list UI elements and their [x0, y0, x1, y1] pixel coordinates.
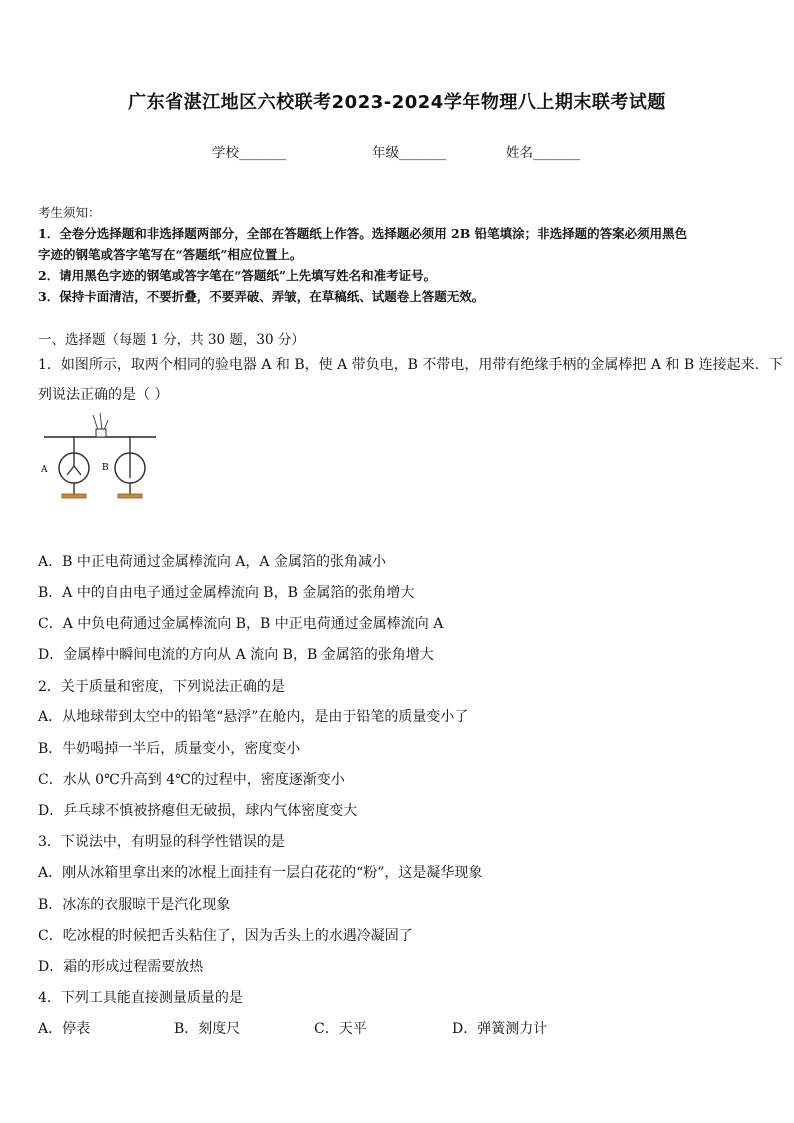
q3-option-d: D．霜的形成过程需要放热	[38, 959, 204, 975]
q1-stem: 1．如图所示，取两个相同的验电器 A 和 B，使 A 带负电，B 不带电，用带有绝缘手柄的金属棒把 A 和 B 连接起来．下	[38, 357, 783, 373]
q1-stem-cont: 列说法正确的是（ ）	[38, 387, 169, 403]
q2-option-a: A．从地球带到太空中的铅笔“悬浮”在舱内，是由于铅笔的质量变小了	[38, 709, 469, 725]
notice-heading: 考生须知：	[38, 205, 101, 220]
page-title: 广东省湛江地区六校联考2023-2024学年物理八上期末联考试题	[128, 92, 666, 113]
q1-option-d: D．金属棒中瞬间电流的方向从 A 流向 B，B 金属箔的张角增大	[38, 647, 434, 663]
q4-option-d: D．弹簧测力计	[452, 1021, 548, 1037]
q4-option-b: B．刻度尺	[174, 1021, 241, 1037]
q3-option-b: B．冰冻的衣服晾干是汽化现象	[38, 897, 231, 913]
q3-option-c: C．吃冰棍的时候把舌头粘住了，因为舌头上的水遇冷凝固了	[38, 928, 413, 944]
q2-option-b: B．牛奶喝掉一半后，质量变小，密度变小	[38, 741, 301, 757]
q4-stem: 4．下列工具能直接测量质量的是	[38, 990, 243, 1006]
figure-label-a: A	[41, 465, 48, 475]
notice-item-1-cont: 字迹的钢笔或答字笔写在“答题纸”相应位置上。	[38, 247, 303, 262]
q3-option-a: A．刚从冰箱里拿出来的冰棍上面挂有一层白花花的“粉”，这是凝华现象	[38, 865, 483, 881]
section-heading: 一、选择题（每题 1 分，共 30 题，30 分）	[38, 332, 305, 348]
q3-stem: 3．下说法中，有明显的科学性错误的是	[38, 834, 285, 850]
electroscope-figure	[38, 408, 160, 506]
q2-option-d: D．乒乓球不慎被挤瘪但无破损，球内气体密度变大	[38, 803, 358, 819]
q4-option-a: A．停表	[38, 1021, 91, 1037]
name-field: 姓名_______	[506, 145, 581, 161]
figure-label-b: B	[102, 463, 109, 473]
grade-field: 年级_______	[372, 145, 447, 161]
notice-item-1: 1．全卷分选择题和非选择题两部分，全部在答题纸上作答。选择题必须用 2B 铅笔填涂；非选择题的答案必须用黑色	[38, 226, 688, 241]
q1-option-c: C．A 中负电荷通过金属棒流向 B，B 中正电荷通过金属棒流向 A	[38, 616, 444, 632]
notice-item-3: 3．保持卡面清洁，不要折叠，不要弄破、弄皱，在草稿纸、试题卷上答题无效。	[38, 289, 485, 304]
q1-option-b: B．A 中的自由电子通过金属棒流向 B，B 金属箔的张角增大	[38, 585, 415, 601]
q2-stem: 2．关于质量和密度，下列说法正确的是	[38, 679, 285, 695]
q2-option-c: C．水从 0℃升高到 4℃的过程中，密度逐渐变小	[38, 772, 345, 788]
q1-option-a: A．B 中正电荷通过金属棒流向 A，A 金属箔的张角减小	[38, 554, 386, 570]
school-field: 学校_______	[212, 145, 287, 161]
notice-item-2: 2．请用黑色字迹的钢笔或答字笔在“答题纸”上先填写姓名和准考证号。	[38, 268, 437, 283]
q4-option-c: C．天平	[314, 1021, 367, 1037]
